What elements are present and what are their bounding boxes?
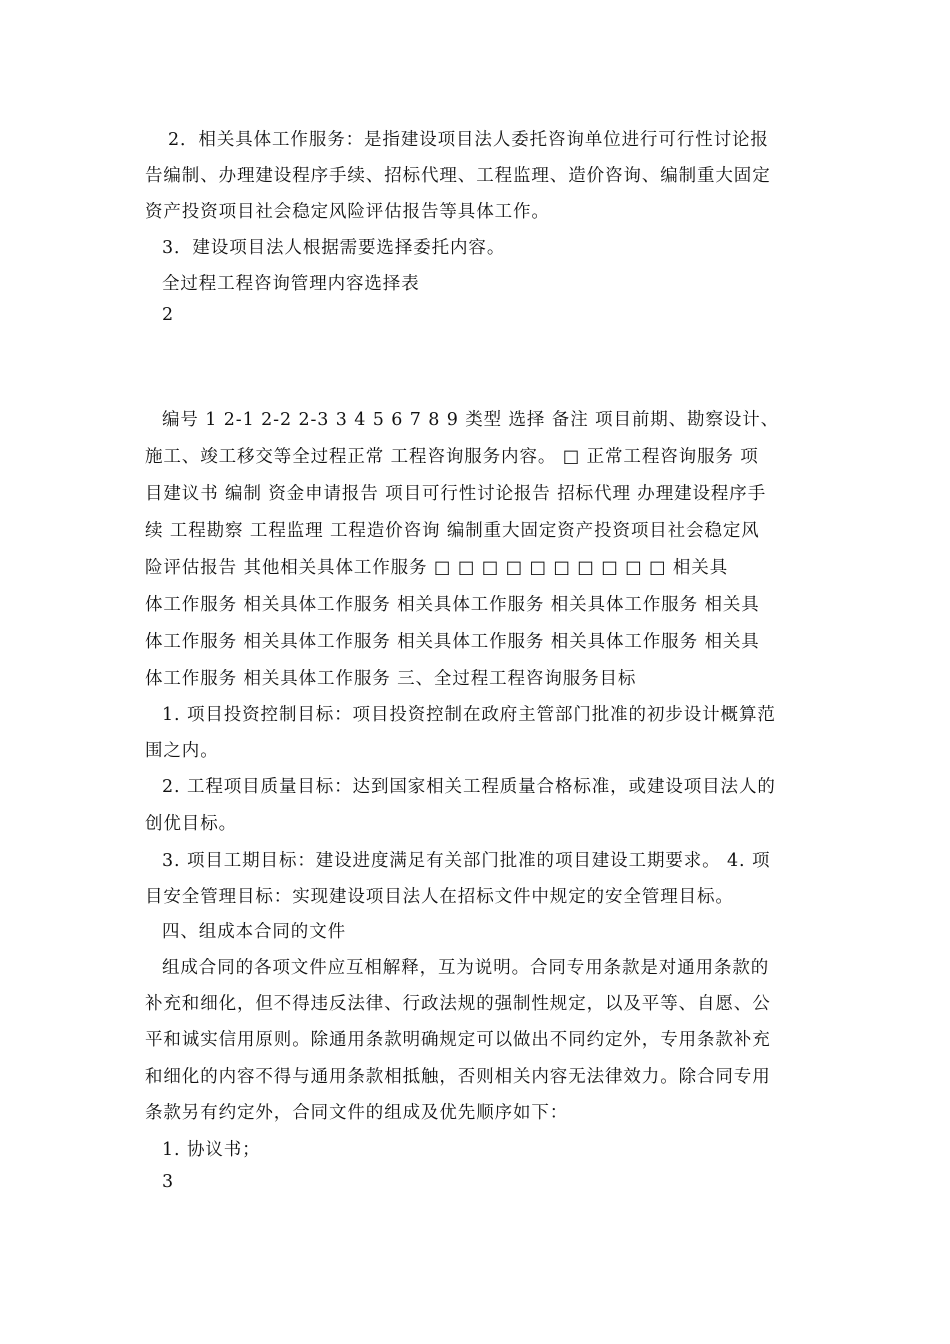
goal1-line1: 1. 项目投资控制目标：项目投资控制在政府主管部门批准的初步设计概算范	[162, 705, 776, 725]
table-text-line7: 体工作服务 相关具体工作服务 相关具体工作服务 相关具体工作服务 相关具	[145, 632, 760, 652]
table-text-line6: 体工作服务 相关具体工作服务 相关具体工作服务 相关具体工作服务 相关具	[145, 595, 760, 615]
table-text-line2: 施工、竣工移交等全过程正常 工程咨询服务内容。 □ 正常工程咨询服务 项	[145, 447, 759, 467]
table-caption: 全过程工程咨询管理内容选择表	[162, 274, 420, 294]
table-text-line4: 续 工程勘察 工程监理 工程造价咨询 编制重大固定资产投资项目社会稳定风	[145, 521, 760, 541]
section-heading-contract-docs: 四、组成本合同的文件	[162, 922, 346, 942]
item2-line1: 2．相关具体工作服务：是指建设项目法人委托咨询单位进行可行性讨论报	[168, 130, 769, 150]
contract-para-line3: 平和诚实信用原则。除通用条款明确规定可以做出不同约定外，专用条款补充	[145, 1030, 771, 1050]
table-text-line1: 编号 1 2-1 2-2 2-3 3 4 5 6 7 8 9 类型 选择 备注 项目前期、勘察设计、	[162, 410, 780, 430]
contract-para-line2: 补充和细化，但不得违反法律、行政法规的强制性规定，以及平等、自愿、公	[145, 994, 771, 1014]
goal2-line1: 2. 工程项目质量目标：达到国家相关工程质量合格标准，或建设项目法人的	[162, 777, 776, 797]
list-item-agreement: 1. 协议书；	[162, 1140, 261, 1160]
table-text-line5: 险评估报告 其他相关具体工作服务 □ □ □ □ □ □ □ □ □ □ 相关具	[145, 558, 729, 578]
table-text-line3: 目建议书 编制 资金申请报告 项目可行性讨论报告 招标代理 办理建设程序手	[145, 484, 767, 504]
table-text-line8: 体工作服务 相关具体工作服务 三、全过程工程咨询服务目标	[145, 669, 637, 689]
contract-para-line5: 条款另有约定外，合同文件的组成及优先顺序如下：	[145, 1103, 569, 1123]
contract-para-line1: 组成合同的各项文件应互相解释，互为说明。合同专用条款是对通用条款的	[162, 958, 770, 978]
goal2-line2: 创优目标。	[145, 814, 237, 834]
page-number-3: 3	[162, 1172, 175, 1192]
goal1-line2: 围之内。	[145, 741, 219, 761]
contract-para-line4: 和细化的内容不得与通用条款相抵触，否则相关内容无法律效力。除合同专用	[145, 1067, 771, 1087]
item2-line2: 告编制、办理建设程序手续、招标代理、工程监理、造价咨询、编制重大固定	[145, 166, 771, 186]
item2-line3: 资产投资项目社会稳定风险评估报告等具体工作。	[145, 202, 550, 222]
goal3-line2: 目安全管理目标：实现建设项目法人在招标文件中规定的安全管理目标。	[145, 887, 734, 907]
page-number: 2	[162, 305, 175, 325]
goal3-line1: 3. 项目工期目标：建设进度满足有关部门批准的项目建设工期要求。 4. 项	[162, 851, 771, 871]
item3: 3．建设项目法人根据需要选择委托内容。	[162, 238, 506, 258]
